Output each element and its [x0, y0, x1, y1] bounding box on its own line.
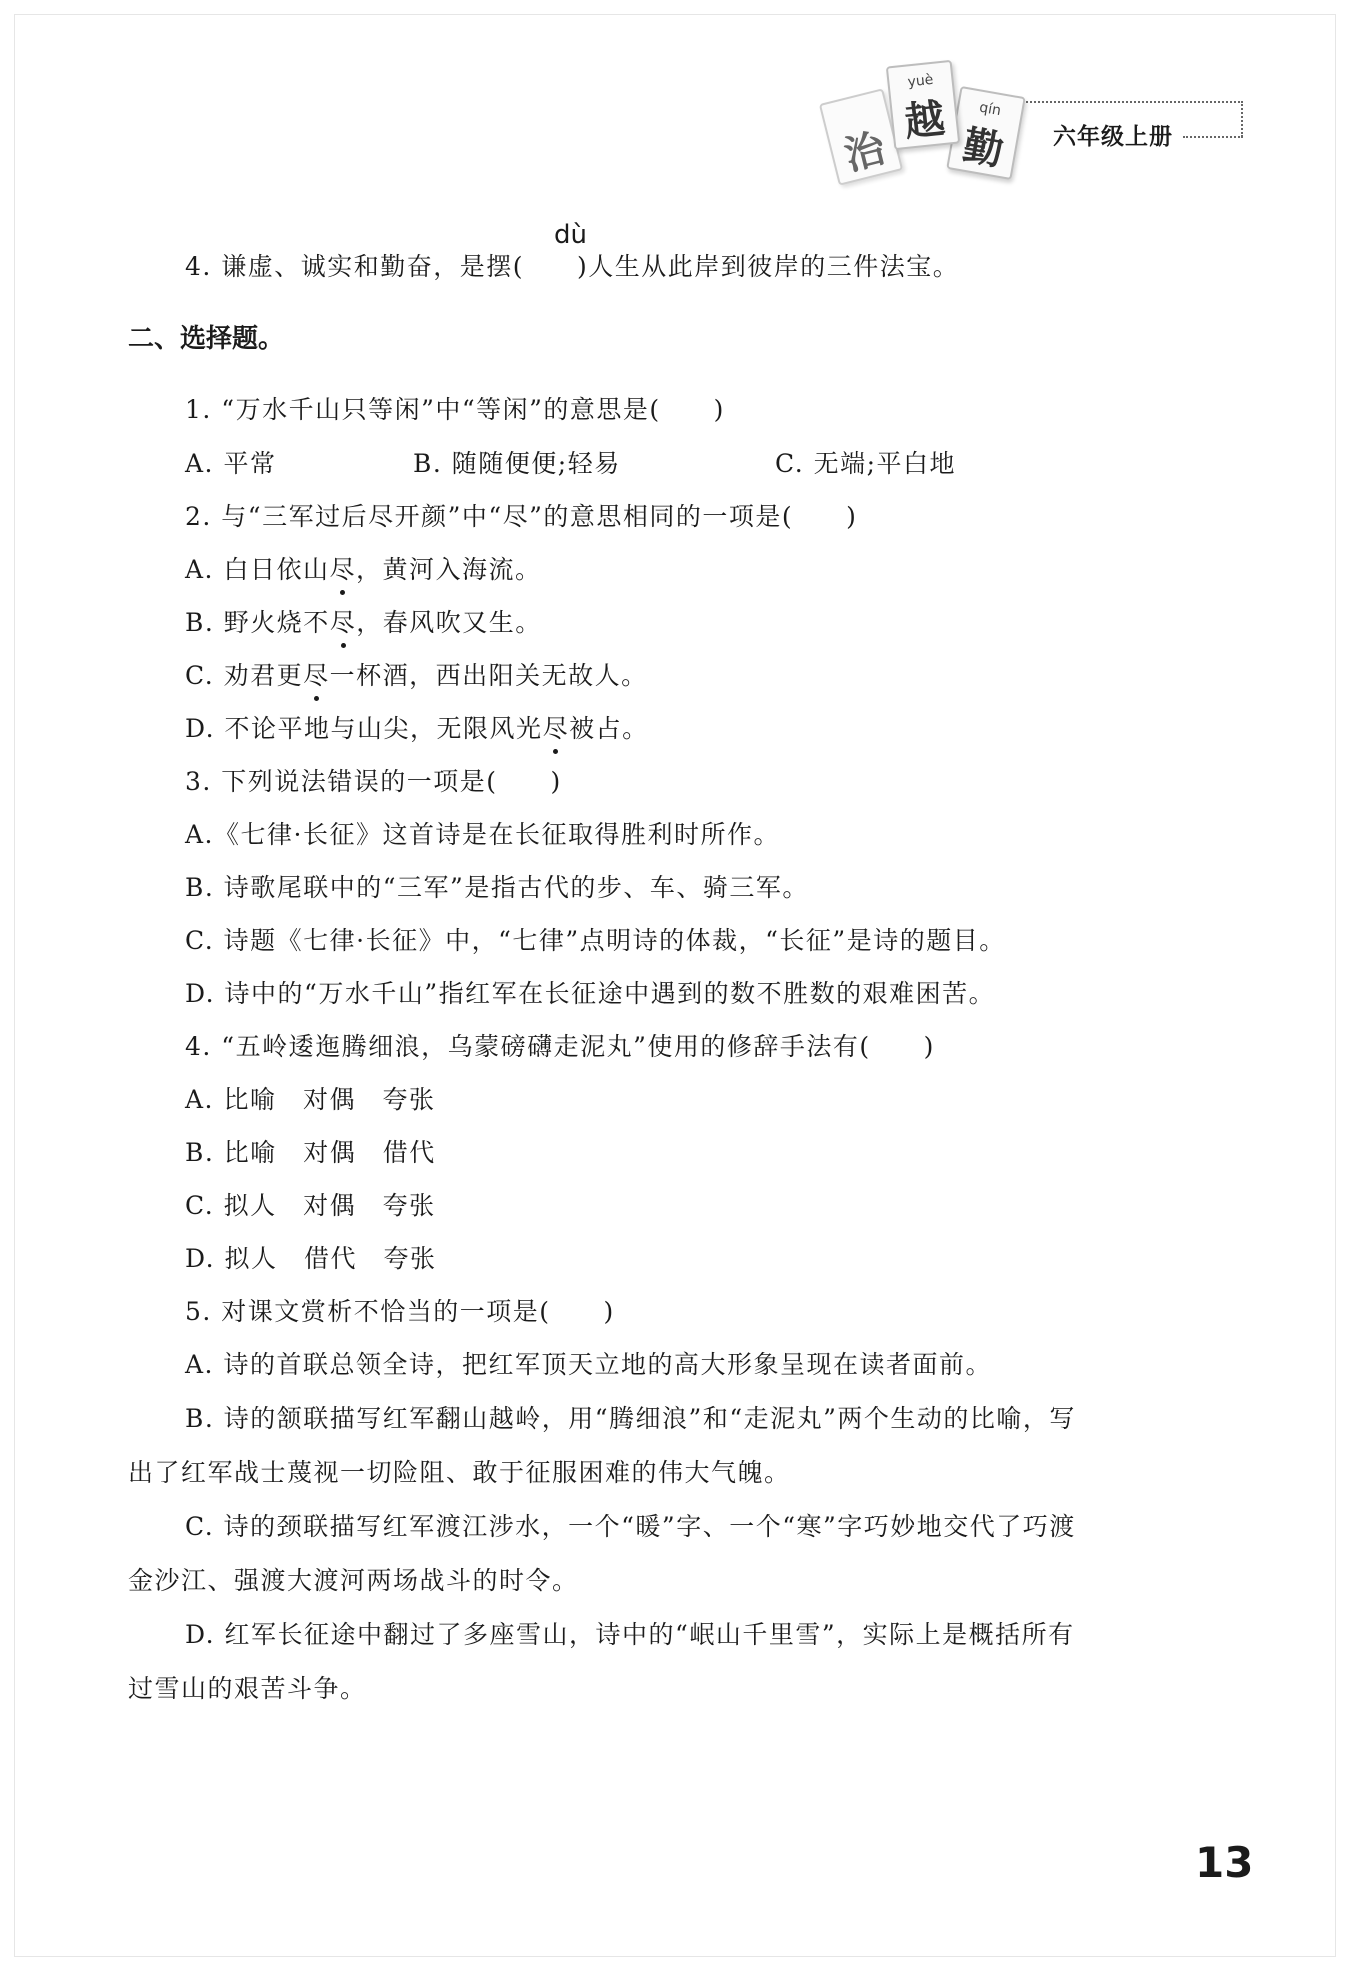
option-5a: A. 诗的首联总领全诗，把红军顶天立地的高大形象呈现在读者面前。 — [185, 1350, 992, 1379]
question-4: 4. “五岭逶迤腾细浪，乌蒙磅礴走泥丸”使用的修辞手法有( ) — [185, 1032, 935, 1061]
option-4d: D. 拟人 借代 夸张 — [185, 1244, 437, 1273]
header-dotted-line — [1183, 136, 1243, 138]
option-1a: A. 平常 — [185, 449, 277, 478]
logo-pinyin: qín — [978, 99, 1003, 120]
option-text: B. 野火烧不 — [185, 608, 330, 637]
question-1: 1. “万水千山只等闲”中“等闲”的意思是( ) — [185, 395, 725, 424]
option-5d-line2: 过雪山的艰苦斗争。 — [128, 1674, 367, 1703]
option-text: ，春风吹又生。 — [356, 608, 542, 637]
option-5b-line2: 出了红军战士蔑视一切险阻、敢于征服困难的伟大气魄。 — [128, 1458, 791, 1487]
header-dotted-line — [1015, 101, 1243, 103]
option-3b: B. 诗歌尾联中的“三军”是指古代的步、车、骑三军。 — [185, 873, 809, 902]
option-text: D. 不论平地与山尖，无限风光 — [185, 714, 543, 743]
option-4c: C. 拟人 对偶 夸张 — [185, 1191, 436, 1220]
emphasized-char: 尽 — [329, 553, 356, 587]
option-5b-line1: B. 诗的颔联描写红军翻山越岭，用“腾细浪”和“走泥丸”两个生动的比喻，写 — [185, 1404, 1076, 1433]
question-3: 3. 下列说法错误的一项是( ) — [185, 767, 562, 796]
logo-pinyin: yuè — [906, 71, 935, 91]
question-2: 2. 与“三军过后尽开颜”中“尽”的意思相同的一项是( ) — [185, 502, 858, 531]
question-5: 5. 对课文赏析不恰当的一项是( ) — [185, 1297, 615, 1326]
pinyin-annotation: dù — [554, 220, 587, 250]
logo-card — [886, 60, 960, 150]
grade-label: 六年级上册 — [1053, 124, 1173, 150]
option-text: 一杯酒，西出阳关无故人。 — [329, 661, 648, 690]
series-logo — [820, 55, 1020, 195]
section-title: 二、选择题。 — [128, 324, 285, 354]
option-5d-line1: D. 红军长征途中翻过了多座雪山，诗中的“岷山千里雪”，实际上是概括所有 — [185, 1620, 1075, 1649]
emphasized-char: 尽 — [330, 606, 357, 640]
emphasized-char: 尽 — [303, 659, 330, 693]
logo-char: 越 — [902, 94, 947, 146]
option-5c-line1: C. 诗的颈联描写红军渡江涉水，一个“暖”字、一个“寒”字巧妙地交代了巧渡 — [185, 1512, 1076, 1541]
option-text: A. 白日依山 — [185, 555, 330, 584]
option-text: 被占。 — [569, 714, 649, 743]
option-3c: C. 诗题《七律·长征》中，“七律”点明诗的体裁，“长征”是诗的题目。 — [185, 926, 1006, 955]
option-text: C. 劝君更 — [185, 661, 304, 690]
logo-pinyin — [823, 98, 883, 113]
option-1b: B. 随随便便;轻易 — [413, 449, 621, 478]
header-dotted-line — [1241, 101, 1243, 137]
option-3d: D. 诗中的“万水千山”指红军在长征途中遇到的数不胜数的艰难困苦。 — [185, 979, 996, 1008]
option-5c-line2: 金沙江、强渡大渡河两场战斗的时令。 — [128, 1566, 579, 1595]
option-2d — [185, 712, 649, 746]
option-2c — [185, 659, 648, 693]
emphasized-char: 尽 — [543, 712, 570, 746]
option-4b: B. 比喻 对偶 借代 — [185, 1138, 436, 1167]
option-1c: C. 无端;平白地 — [775, 449, 957, 478]
option-4a: A. 比喻 对偶 夸张 — [185, 1085, 436, 1114]
option-3a: A.《七律·长征》这首诗是在长征取得胜利时所作。 — [185, 820, 780, 849]
option-2a — [185, 553, 541, 587]
logo-char: 治 — [839, 124, 890, 180]
page-number: 13 — [1195, 1838, 1254, 1887]
option-2b — [185, 606, 542, 640]
logo-char: 勤 — [959, 121, 1008, 175]
option-text: ，黄河入海流。 — [355, 555, 542, 584]
fill-question-4: 4. 谦虚、诚实和勤奋，是摆( )人生从此岸到彼岸的三件法宝。 — [185, 252, 960, 281]
